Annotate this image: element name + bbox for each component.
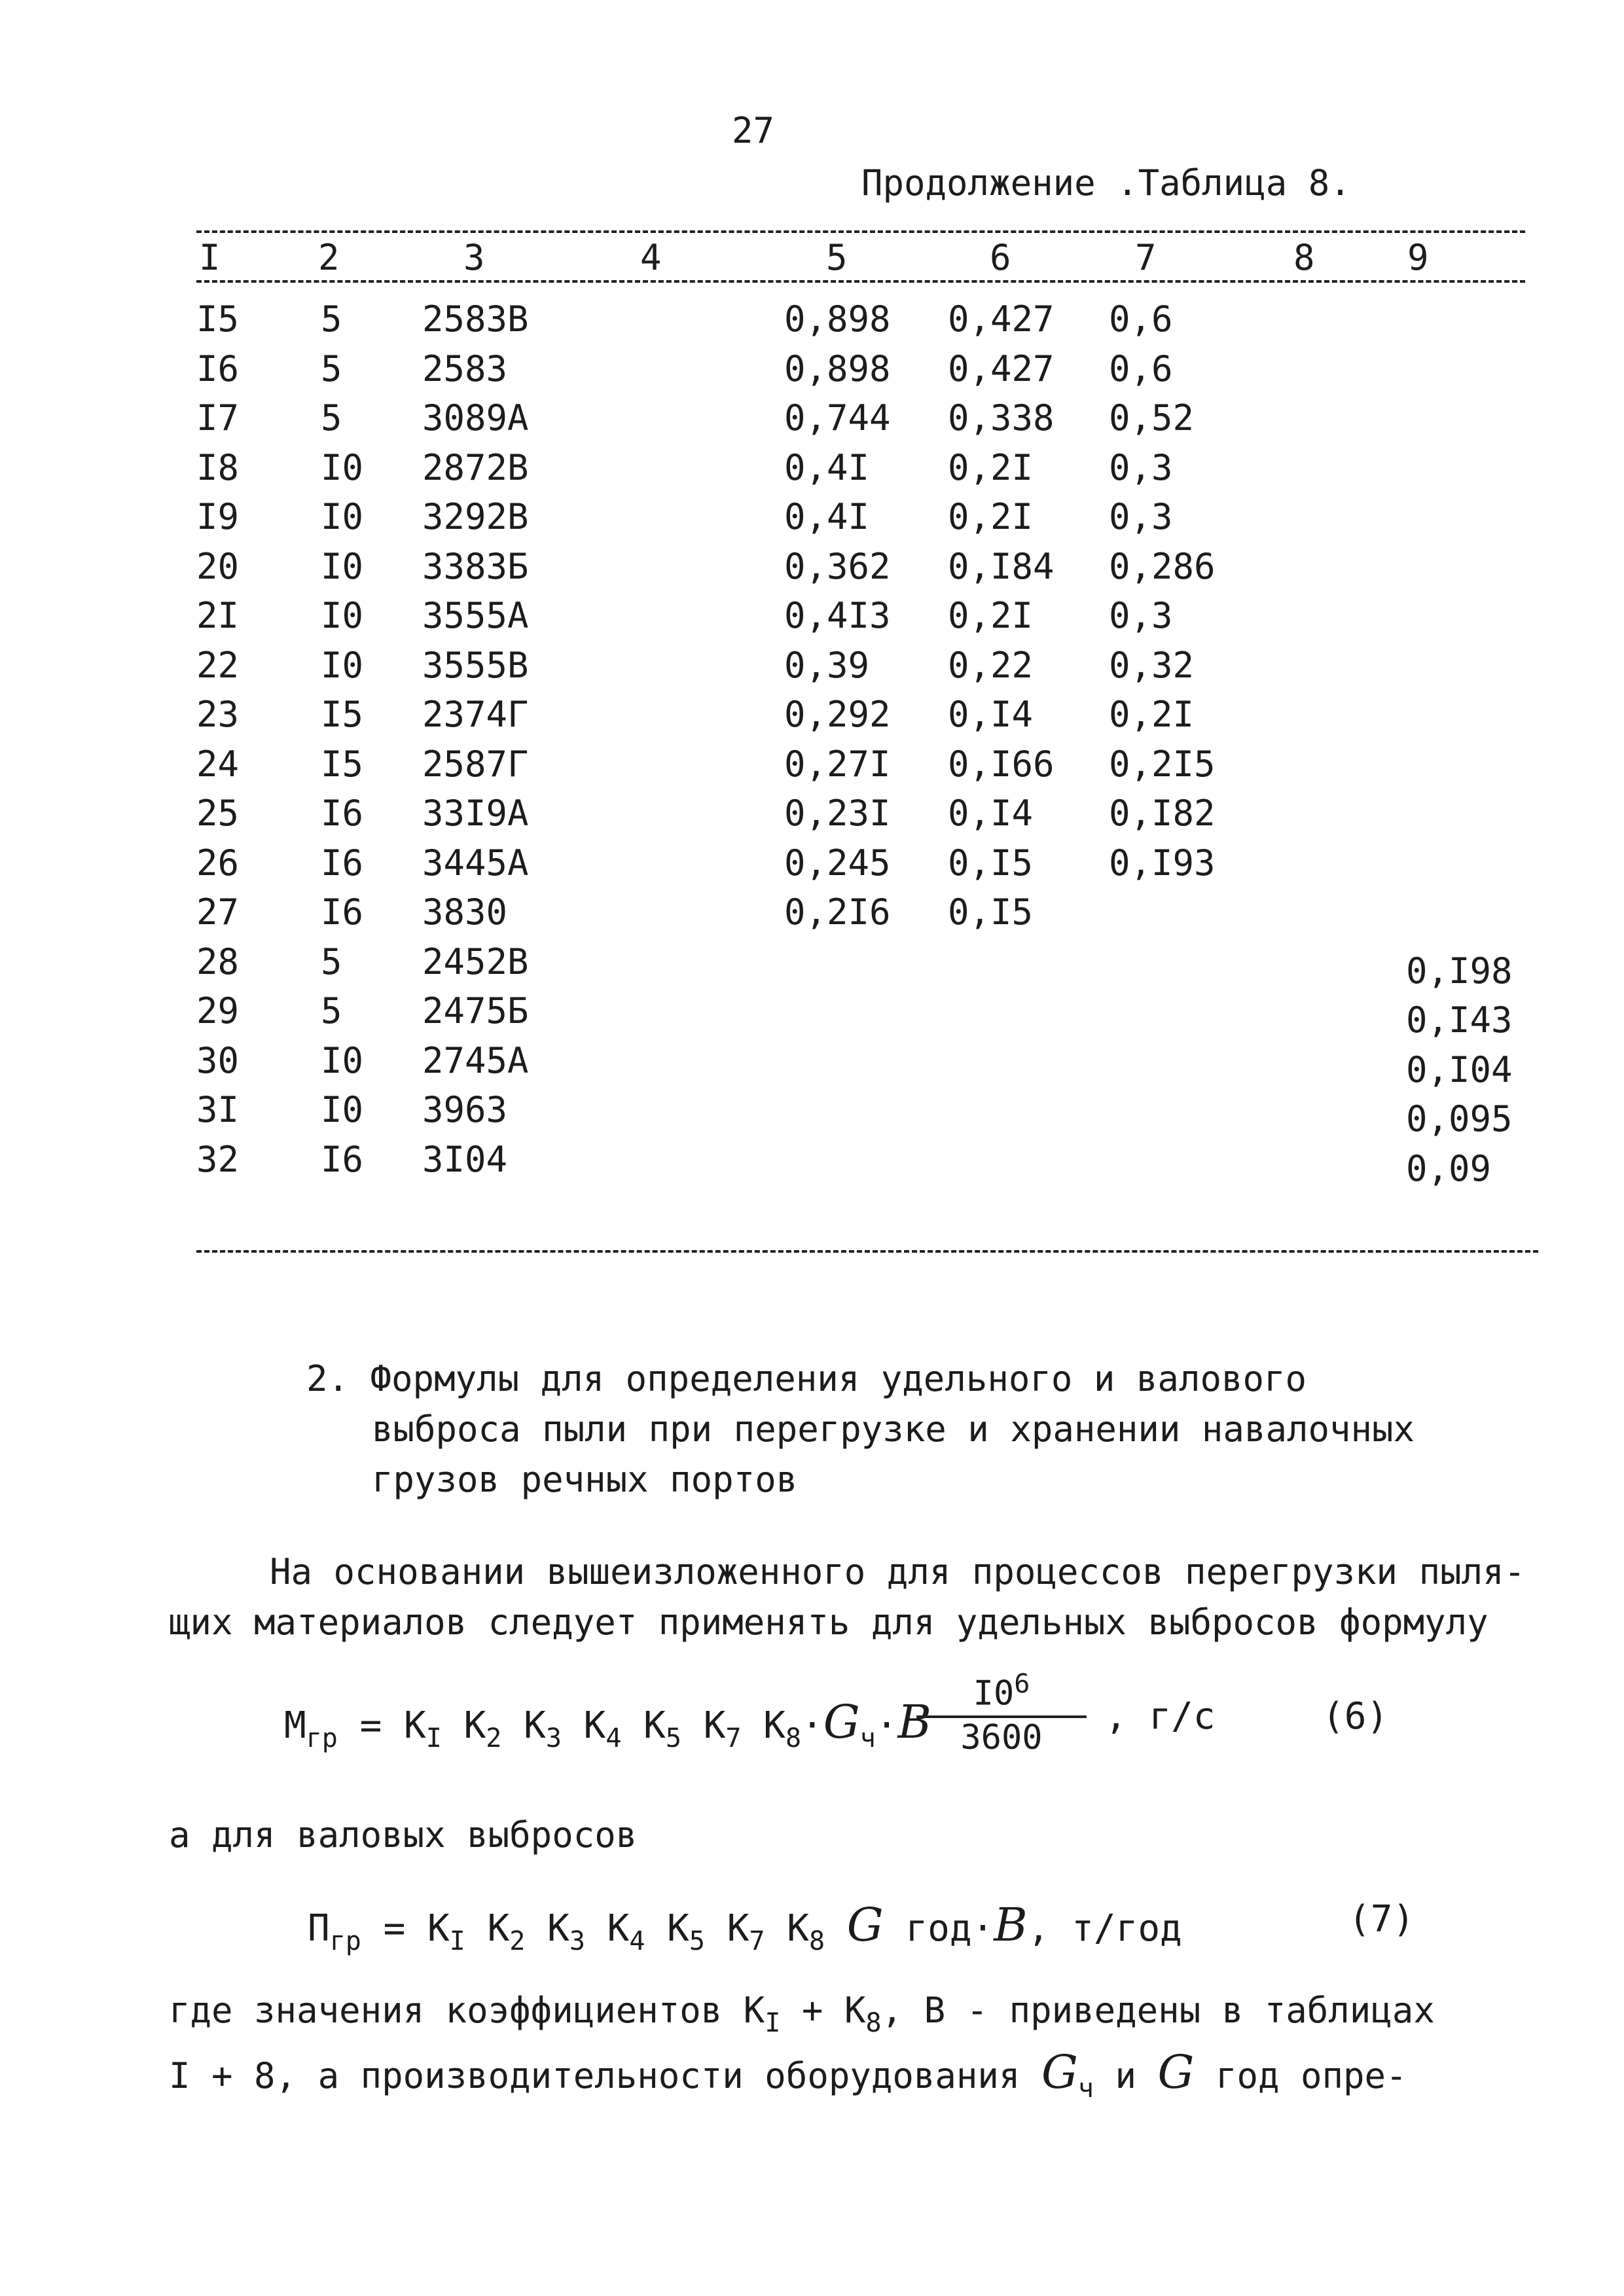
table-row [0, 1039, 1624, 1090]
table-cell-c6: 0,427 [948, 298, 1055, 340]
paragraph-line-1: На основании вышеизложенного для процессов перегрузки пыля- [270, 1551, 1526, 1592]
table-cell-c7: 0,2I [1109, 694, 1195, 735]
table-cell-n: I9 [196, 496, 240, 537]
table-cell-n: 25 [196, 793, 240, 834]
table-cell-c7: 0,286 [1109, 545, 1216, 587]
table-cell-c6: 0,22 [948, 644, 1034, 686]
table-cell-c2: I6 [321, 842, 364, 884]
table-cell-c3: 2374Г [422, 694, 529, 735]
table-cell-c7: 0,I93 [1109, 842, 1216, 884]
table-cell-c2: I0 [321, 446, 364, 488]
table-cell-c6: 0,427 [948, 348, 1055, 389]
table-cell-c5: 0,4I [784, 446, 870, 488]
table-cell-c7: 0,3 [1109, 595, 1173, 636]
table-cell-c3: 3089А [422, 397, 529, 439]
formula-6-number: (6) [1322, 1695, 1389, 1738]
formula-6-units: , г/с [1105, 1695, 1216, 1738]
table-cell-c3: 3555В [422, 644, 529, 686]
table-cell-n: I8 [196, 446, 240, 488]
table-cell-c7: 0,3 [1109, 496, 1173, 537]
table-row [0, 348, 1624, 394]
table-cell-c2: I0 [321, 1089, 364, 1130]
table-cell-c5: 0,362 [784, 545, 891, 587]
table-cell-c6: 0,I5 [948, 842, 1034, 884]
table-row [0, 546, 1624, 592]
table-cell-c6: 0,I4 [948, 793, 1034, 834]
table-cell-c3: 3555А [422, 595, 529, 636]
table-cell-c3: 2583 [422, 348, 508, 389]
table-cell-n: 32 [196, 1138, 240, 1180]
header-col-8: 8 [1293, 237, 1315, 278]
table-cell-c5: 0,2I6 [784, 891, 891, 933]
formula-7: $П_{гр} = К_I$ $К_2$ $К_3$ $К_4$ $К_5$ $К_7$ $К_8$ G год·В, т/год [308, 1898, 1182, 1956]
paragraph-line-2: щих материалов следует применять для удельных выбросов формулу [169, 1602, 1489, 1643]
table-row [0, 1138, 1624, 1189]
table-cell-c6: 0,2I [948, 595, 1034, 636]
formula-6: $М_{гр} = К_I$ $К_2$ $К_3$ $К_4$ $К_5$ $К_7$ $К_8\cdot G_ч\cdot В$ [284, 1695, 931, 1753]
table-cell-c2: 5 [321, 397, 342, 439]
table-cell-c3: 3963 [422, 1089, 508, 1130]
page-number: 27 [732, 110, 775, 151]
header-col-5: 5 [826, 237, 848, 278]
table-row [0, 941, 1624, 992]
table-cell-c3: 3445А [422, 842, 529, 884]
table-cell-c5: 0,292 [784, 694, 891, 735]
table-cell-n: 20 [196, 545, 240, 587]
table-cell-c7: 0,6 [1109, 348, 1173, 389]
header-col-4: 4 [640, 237, 662, 278]
table-cell-c6: 0,2I [948, 496, 1034, 537]
table-cell-c6: 0,I84 [948, 545, 1055, 587]
table-cell-c3: 2475Б [422, 990, 529, 1031]
table-cell-c7: 0,6 [1109, 298, 1173, 340]
table-caption: Продолжение .Таблица 8. [861, 162, 1351, 204]
table-cell-c5: 0,23I [784, 793, 891, 834]
table-cell-n: I6 [196, 348, 240, 389]
table-cell-c3: 2452В [422, 941, 529, 982]
table-cell-c2: 5 [321, 348, 342, 389]
header-col-3: 3 [463, 237, 485, 278]
table-cell-n: 22 [196, 644, 240, 686]
table-cell-c5: 0,4I3 [784, 595, 891, 636]
table-cell-c2: 5 [321, 941, 342, 982]
table-cell-c6: 0,I4 [948, 694, 1034, 735]
table-row [0, 645, 1624, 691]
table-cell-c6: 0,2I [948, 446, 1034, 488]
table-cell-c2: I0 [321, 1039, 364, 1081]
table-cell-c3: 2587Г [422, 743, 529, 785]
table-cell-n: 26 [196, 842, 240, 884]
table-cell-c3: 3383Б [422, 545, 529, 587]
table-header-underline [196, 280, 1525, 283]
table-cell-c5: 0,898 [784, 298, 891, 340]
table-cell-c2: I6 [321, 1138, 364, 1180]
text-between-formulas: а для валовых выбросов [169, 1814, 638, 1856]
table-cell-c3: 2872В [422, 446, 529, 488]
table-cell-c2: I0 [321, 545, 364, 587]
header-col-1: I [199, 237, 221, 278]
table-cell-c7: 0,I82 [1109, 793, 1216, 834]
table-cell-c6: 0,I5 [948, 891, 1034, 933]
table-cell-c5: 0,39 [784, 644, 870, 686]
table-cell-n: 23 [196, 694, 240, 735]
table-cell-c5: 0,245 [784, 842, 891, 884]
table-cell-c3: 3830 [422, 891, 508, 933]
table-cell-n: 29 [196, 990, 240, 1031]
table-cell-c5: 0,4I [784, 496, 870, 537]
table-cell-n: 2I [196, 595, 240, 636]
table-cell-c3: 3I04 [422, 1138, 508, 1180]
formula-7-number: (7) [1348, 1898, 1415, 1941]
table-row [0, 891, 1624, 937]
table-cell-c9: 0,I98 [1406, 950, 1513, 992]
table-cell-c2: I0 [321, 644, 364, 686]
table-cell-c6: 0,338 [948, 397, 1055, 439]
final-text-line-1: где значения коэффициентов $К_I + К_8$, В - приведены в таблицах [169, 1990, 1435, 2038]
table-cell-c2: I0 [321, 496, 364, 537]
table-cell-c6: 0,I66 [948, 743, 1055, 785]
table-top-border [196, 230, 1525, 233]
table-cell-c7: 0,2I5 [1109, 743, 1216, 785]
table-row [0, 496, 1624, 542]
table-cell-c3: 2583В [422, 298, 529, 340]
section-heading-line-3: грузов речных портов [372, 1459, 798, 1500]
table-bottom-border [196, 1250, 1538, 1253]
table-cell-n: 3I [196, 1089, 240, 1130]
table-row [0, 990, 1624, 1041]
formula-6-fraction: $I0^6$ 3600 [910, 1669, 1093, 1757]
table-row [0, 1089, 1624, 1139]
section-heading-line-1: 2. Формулы для определения удельного и валового [306, 1358, 1307, 1399]
table-cell-c7: 0,3 [1109, 446, 1173, 488]
table-cell-c2: I5 [321, 694, 364, 735]
table-cell-c9: 0,I43 [1406, 999, 1513, 1041]
table-cell-n: I7 [196, 397, 240, 439]
table-cell-c9: 0,I04 [1406, 1049, 1513, 1090]
table-cell-c2: I5 [321, 743, 364, 785]
table-cell-c7: 0,32 [1109, 644, 1195, 686]
table-row [0, 595, 1624, 641]
table-cell-c3: 2745А [422, 1039, 529, 1081]
header-col-2: 2 [318, 237, 340, 278]
table-cell-c3: 33I9А [422, 793, 529, 834]
header-col-9: 9 [1407, 237, 1429, 278]
table-row [0, 397, 1624, 443]
table-cell-c2: 5 [321, 298, 342, 340]
table-row [0, 842, 1624, 888]
table-cell-c9: 0,09 [1406, 1147, 1492, 1189]
section-heading-line-2: выброса пыли при перегрузке и хранении навалочных [372, 1408, 1415, 1450]
table-cell-c9: 0,095 [1406, 1098, 1513, 1139]
table-cell-c2: I6 [321, 793, 364, 834]
table-cell-n: I5 [196, 298, 240, 340]
table-row [0, 793, 1624, 838]
final-text-line-2: I + 8, а производительности оборудования $G_ч$ и G год опре- [169, 2045, 1407, 2104]
table-cell-c5: 0,744 [784, 397, 891, 439]
header-col-7: 7 [1135, 237, 1157, 278]
table-cell-n: 30 [196, 1039, 240, 1081]
table-row [0, 744, 1624, 789]
table-cell-c2: I6 [321, 891, 364, 933]
table-cell-c7: 0,52 [1109, 397, 1195, 439]
table-row [0, 447, 1624, 493]
table-cell-c5: 0,898 [784, 348, 891, 389]
table-cell-n: 24 [196, 743, 240, 785]
table-row [0, 694, 1624, 740]
header-col-6: 6 [990, 237, 1011, 278]
table-cell-c5: 0,27I [784, 743, 891, 785]
table-header-row [0, 237, 1624, 283]
table-row [0, 298, 1624, 344]
table-cell-n: 28 [196, 941, 240, 982]
table-cell-c2: 5 [321, 990, 342, 1031]
table-cell-n: 27 [196, 891, 240, 933]
table-cell-c2: I0 [321, 595, 364, 636]
table-cell-c3: 3292В [422, 496, 529, 537]
